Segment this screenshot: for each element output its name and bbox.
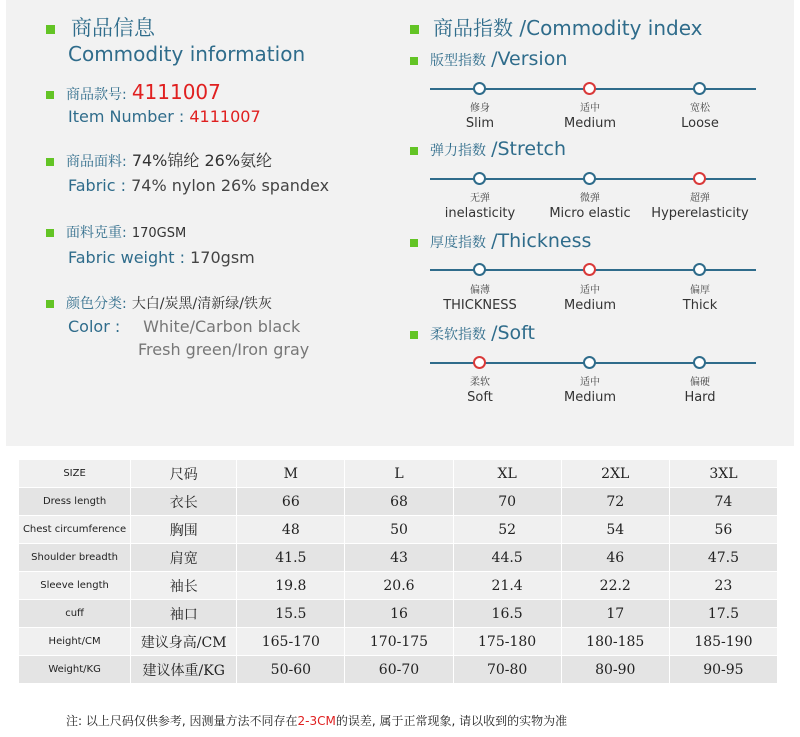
bullet-icon	[46, 91, 54, 99]
table-cell: 15.5	[237, 600, 345, 628]
error-range-highlight: 2-3CM	[297, 714, 336, 728]
version-index-heading: 版型指数 /Version	[410, 48, 567, 70]
table-cell: 19.8	[237, 572, 345, 600]
table-cell: 袖口	[131, 600, 237, 628]
stretch-option-hyperelastic-marker	[693, 172, 706, 185]
color-en-line2: Fresh green/Iron gray	[138, 340, 310, 359]
stretch-option-micro-elastic: 微弹 Micro elastic	[549, 193, 631, 221]
color-en: Color : White/Carbon black	[68, 317, 301, 336]
table-cell: Dress length	[19, 488, 131, 516]
table-cell: Height/CM	[19, 628, 131, 656]
thickness-option-thin: 偏薄 THICKNESS	[443, 285, 517, 313]
table-row	[19, 600, 778, 628]
soft-option-soft: 柔软 Soft	[467, 377, 493, 405]
table-cell: 180-185	[562, 628, 670, 656]
table-cell: 52	[454, 516, 562, 544]
soft-option-soft-marker	[473, 356, 486, 369]
item-number-value: 4111007	[131, 80, 221, 104]
thickness-option-thick-marker	[693, 263, 706, 276]
table-cell: 17.5	[670, 600, 778, 628]
size-disclaimer-note: 注: 以上尺码仅供参考, 因测量方法不同存在2-3CM的误差, 属于正常现象, 请以收到的实物为准	[66, 714, 568, 728]
bullet-icon	[410, 239, 418, 247]
table-cell: 16.5	[454, 600, 562, 628]
version-option-slim: 修身 Slim	[465, 103, 495, 131]
version-option-loose-marker	[693, 82, 706, 95]
table-cell: 衣长	[131, 488, 237, 516]
table-cell: 肩宽	[131, 544, 237, 572]
thickness-option-thick: 偏厚 Thick	[682, 285, 718, 313]
item-number-cn: 商品款号: 4111007	[46, 80, 221, 104]
table-row	[19, 572, 778, 600]
bullet-icon	[46, 25, 55, 34]
stretch-option-micro-elastic-marker	[583, 172, 596, 185]
table-cell: 56	[670, 516, 778, 544]
version-option-slim-marker	[473, 82, 486, 95]
version-option-medium-marker	[583, 82, 596, 95]
commodity-index-title: 商品指数 /Commodity index	[410, 12, 703, 41]
soft-option-hard-marker	[693, 356, 706, 369]
fabric-weight-en: Fabric weight : 170gsm	[68, 248, 255, 267]
table-cell: 胸围	[131, 516, 237, 544]
size-header-cell: 尺码	[131, 460, 237, 488]
table-cell: 72	[562, 488, 670, 516]
item-number-en: Item Number : 4111007	[68, 107, 261, 126]
table-cell: 建议体重/KG	[131, 656, 237, 684]
thickness-option-thin-marker	[473, 263, 486, 276]
table-cell: 185-190	[670, 628, 778, 656]
table-row	[19, 488, 778, 516]
thickness-index-heading: 厚度指数 /Thickness	[410, 230, 591, 252]
bullet-icon	[410, 147, 418, 155]
fabric-en: Fabric : 74% nylon 26% spandex	[68, 176, 330, 195]
commodity-info-title: 商品信息	[46, 12, 155, 42]
commodity-info-title-en: Commodity information	[68, 42, 306, 66]
table-cell: 建议身高/CM	[131, 628, 237, 656]
size-header-cell: XL	[454, 460, 562, 488]
bullet-icon	[410, 331, 418, 339]
table-row	[19, 516, 778, 544]
table-cell: 20.6	[345, 572, 453, 600]
bullet-icon	[46, 300, 54, 308]
bullet-icon	[46, 229, 54, 237]
thickness-option-medium: 适中 Medium	[564, 285, 616, 313]
bullet-icon	[410, 57, 418, 65]
table-cell: 22.2	[562, 572, 670, 600]
stretch-option-inelastic-marker	[473, 172, 486, 185]
table-cell: 23	[670, 572, 778, 600]
size-header-cell: L	[345, 460, 453, 488]
table-cell: Weight/KG	[19, 656, 131, 684]
table-row	[19, 656, 778, 684]
table-cell: 66	[237, 488, 345, 516]
table-cell: 50-60	[237, 656, 345, 684]
table-row	[19, 544, 778, 572]
table-cell: 41.5	[237, 544, 345, 572]
table-cell: cuff	[19, 600, 131, 628]
table-cell: 60-70	[345, 656, 453, 684]
soft-option-medium-marker	[583, 356, 596, 369]
table-cell: 70-80	[454, 656, 562, 684]
table-cell: 68	[345, 488, 453, 516]
size-header-cell: 2XL	[562, 460, 670, 488]
table-cell: 21.4	[454, 572, 562, 600]
table-cell: 90-95	[670, 656, 778, 684]
table-cell: 43	[345, 544, 453, 572]
size-header-cell: 3XL	[670, 460, 778, 488]
table-cell: 48	[237, 516, 345, 544]
table-cell: 170-175	[345, 628, 453, 656]
bullet-icon	[410, 25, 419, 34]
table-cell: 74	[670, 488, 778, 516]
soft-option-hard: 偏硬 Hard	[684, 377, 716, 405]
soft-option-medium: 适中 Medium	[564, 377, 616, 405]
version-option-medium: 适中 Medium	[564, 103, 616, 131]
table-cell: 46	[562, 544, 670, 572]
color-cn: 颜色分类: 大白/炭黑/清新绿/铁灰	[46, 293, 272, 313]
table-cell: 44.5	[454, 544, 562, 572]
table-cell: 165-170	[237, 628, 345, 656]
table-cell: 50	[345, 516, 453, 544]
stretch-option-hyperelastic: 超弹 Hyperelasticity	[651, 193, 749, 221]
size-table	[19, 460, 778, 684]
size-header-cell: SIZE	[19, 460, 131, 488]
table-cell: Chest circumference	[19, 516, 131, 544]
product-info-panel	[6, 0, 794, 446]
table-cell: 54	[562, 516, 670, 544]
soft-index-heading: 柔软指数 /Soft	[410, 322, 535, 344]
table-row	[19, 628, 778, 656]
fabric-weight-cn: 面料克重: 170GSM	[46, 222, 186, 242]
table-cell: 47.5	[670, 544, 778, 572]
fabric-cn: 商品面料: 74%锦纶 26%氨纶	[46, 148, 272, 171]
table-cell: 175-180	[454, 628, 562, 656]
thickness-option-medium-marker	[583, 263, 596, 276]
table-cell: 17	[562, 600, 670, 628]
table-cell: Sleeve length	[19, 572, 131, 600]
table-cell: Shoulder breadth	[19, 544, 131, 572]
stretch-index-heading: 弹力指数 /Stretch	[410, 138, 566, 160]
size-header-cell: M	[237, 460, 345, 488]
table-cell: 16	[345, 600, 453, 628]
table-cell: 80-90	[562, 656, 670, 684]
stretch-option-inelastic: 无弹 inelasticity	[444, 193, 516, 221]
table-cell: 70	[454, 488, 562, 516]
bullet-icon	[46, 158, 54, 166]
version-option-loose: 宽松 Loose	[681, 103, 719, 131]
table-cell: 袖长	[131, 572, 237, 600]
size-table-header-row	[19, 460, 778, 488]
